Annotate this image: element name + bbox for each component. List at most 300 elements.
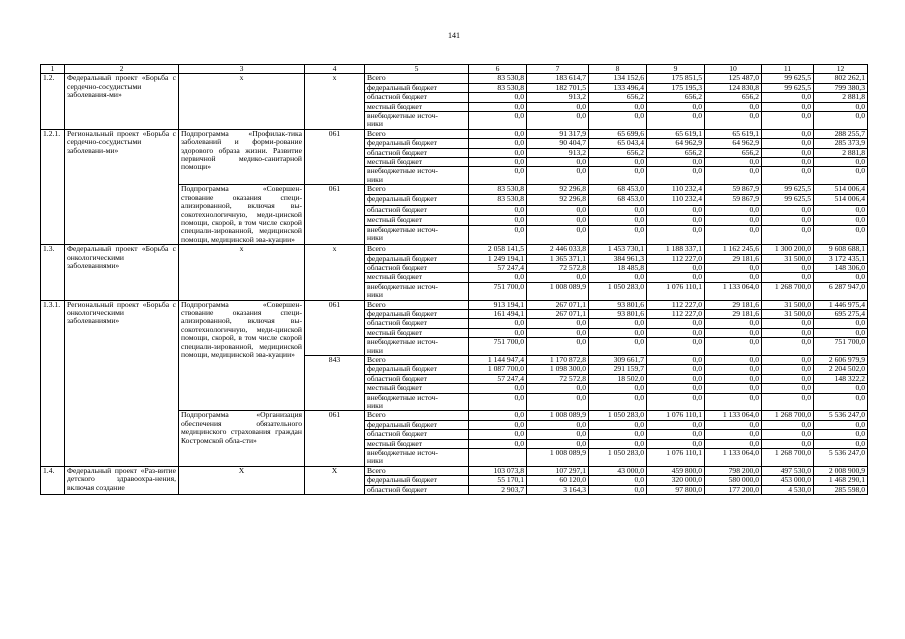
value-cell: 799 380,3 — [814, 83, 868, 92]
value-cell: 656,2 — [647, 148, 705, 157]
value-cell: 0,0 — [527, 273, 589, 282]
funding-source: областной бюджет — [365, 374, 469, 383]
value-cell: 0,0 — [589, 273, 647, 282]
value-cell: 2 204 502,0 — [814, 365, 868, 374]
value-cell: 0,0 — [814, 158, 868, 167]
value-cell: 0,0 — [647, 158, 705, 167]
value-cell: 1 050 283,0 — [589, 282, 647, 300]
subprogram-name: х — [179, 74, 305, 129]
value-cell: 0,0 — [527, 167, 589, 185]
funding-source: федеральный бюджет — [365, 83, 469, 92]
value-cell: 107 297,1 — [527, 466, 589, 475]
value-cell: 9 608 688,1 — [814, 245, 868, 254]
value-cell: 0,0 — [589, 102, 647, 111]
value-cell: 64 962,9 — [647, 139, 705, 148]
value-cell: 110 232,4 — [647, 185, 705, 195]
value-cell: 285 598,0 — [814, 485, 868, 494]
value-cell: 0,0 — [469, 139, 527, 148]
code-cell: 061 — [305, 300, 365, 355]
value-cell: 0,0 — [469, 273, 527, 282]
code-cell: 061 — [305, 129, 365, 184]
value-cell: 0,0 — [469, 129, 527, 138]
funding-source: Всего — [365, 356, 469, 365]
row-number: 1.2. — [41, 74, 65, 129]
value-cell: 0,0 — [589, 225, 647, 244]
value-cell: 99 625,5 — [762, 185, 814, 195]
value-cell: 125 487,0 — [705, 74, 762, 83]
funding-source: Всего — [365, 129, 469, 138]
column-header: 9 — [647, 65, 705, 74]
value-cell: 1 249 194,1 — [469, 254, 527, 263]
column-header: 2 — [65, 65, 179, 74]
value-cell: 0,0 — [469, 205, 527, 215]
value-cell: 0,0 — [647, 365, 705, 374]
value-cell: 0,0 — [762, 93, 814, 102]
value-cell: 0,0 — [762, 319, 814, 328]
funding-source: федеральный бюджет — [365, 139, 469, 148]
value-cell: 29 181,6 — [705, 254, 762, 263]
value-cell: 0,0 — [647, 374, 705, 383]
value-cell: 83 530,8 — [469, 195, 527, 205]
value-cell: 68 453,0 — [589, 185, 647, 195]
funding-source: федеральный бюджет — [365, 365, 469, 374]
code-cell: 061 — [305, 411, 365, 466]
table-row — [41, 245, 868, 254]
value-cell: 72 572,8 — [527, 263, 589, 272]
value-cell: 0,0 — [469, 158, 527, 167]
document-page — [18, 0, 890, 639]
value-cell: 0,0 — [647, 102, 705, 111]
value-cell: 0,0 — [527, 112, 589, 130]
value-cell: 913,2 — [527, 148, 589, 157]
value-cell: 0,0 — [762, 393, 814, 411]
funding-source: федеральный бюджет — [365, 476, 469, 485]
value-cell: 0,0 — [705, 356, 762, 365]
funding-source: внебюджетные источ- ники — [365, 112, 469, 130]
value-cell: 2 606 979,9 — [814, 356, 868, 365]
value-cell: 1 170 872,8 — [527, 356, 589, 365]
value-cell: 0,0 — [814, 167, 868, 185]
value-cell: 0,0 — [647, 439, 705, 448]
value-cell: 0,0 — [589, 384, 647, 393]
value-cell: 0,0 — [762, 139, 814, 148]
value-cell: 65 699,6 — [589, 129, 647, 138]
table-row — [41, 129, 868, 138]
value-cell: 0,0 — [814, 439, 868, 448]
value-cell: 0,0 — [469, 411, 527, 420]
value-cell: 18 485,8 — [589, 263, 647, 272]
value-cell: 0,0 — [814, 420, 868, 429]
value-cell: 0,0 — [647, 225, 705, 244]
value-cell: 1 076 110,1 — [647, 282, 705, 300]
value-cell: 751 700,0 — [469, 338, 527, 356]
value-cell: 0,0 — [762, 148, 814, 157]
value-cell: 802 262,1 — [814, 74, 868, 83]
value-cell: 656,2 — [647, 93, 705, 102]
value-cell: 0,0 — [762, 356, 814, 365]
funding-source: местный бюджет — [365, 273, 469, 282]
value-cell: 0,0 — [527, 384, 589, 393]
value-cell: 0,0 — [705, 374, 762, 383]
funding-source: Всего — [365, 466, 469, 475]
value-cell: 0,0 — [647, 205, 705, 215]
value-cell: 93 801,6 — [589, 300, 647, 309]
value-cell: 0,0 — [469, 439, 527, 448]
column-header: 1 — [41, 65, 65, 74]
value-cell: 0,0 — [705, 102, 762, 111]
value-cell: 798 200,0 — [705, 466, 762, 475]
value-cell: 0,0 — [647, 167, 705, 185]
project-name: Федеральный проект «Раз-витие детского здравоохра-нения, включая создание — [65, 466, 179, 494]
value-cell: 55 170,1 — [469, 476, 527, 485]
value-cell: 68 453,0 — [589, 195, 647, 205]
value-cell: 0,0 — [647, 384, 705, 393]
value-cell: 0,0 — [814, 225, 868, 244]
value-cell: 0,0 — [762, 430, 814, 439]
value-cell: 0,0 — [814, 102, 868, 111]
value-cell: 177 200,0 — [705, 485, 762, 494]
value-cell: 0,0 — [589, 338, 647, 356]
value-cell: 0,0 — [589, 439, 647, 448]
value-cell: 0,0 — [762, 374, 814, 383]
value-cell: 31 500,0 — [762, 254, 814, 263]
value-cell: 0,0 — [647, 356, 705, 365]
value-cell: 0,0 — [814, 393, 868, 411]
column-header: 6 — [469, 65, 527, 74]
value-cell: 112 227,0 — [647, 254, 705, 263]
value-cell: 459 800,0 — [647, 466, 705, 475]
value-cell: 1 008 089,9 — [527, 282, 589, 300]
value-cell: 0,0 — [589, 158, 647, 167]
funding-source: Всего — [365, 411, 469, 420]
value-cell: 1 133 064,0 — [705, 282, 762, 300]
value-cell: 1 050 283,0 — [589, 449, 647, 467]
value-cell: 0,0 — [705, 365, 762, 374]
value-cell: 0,0 — [705, 158, 762, 167]
code-cell: 843 — [305, 356, 365, 411]
row-number: 1.3.1. — [41, 300, 65, 466]
code-cell: Х — [305, 466, 365, 494]
value-cell: 288 255,7 — [814, 129, 868, 138]
column-header: 5 — [365, 65, 469, 74]
value-cell: 5 536 247,0 — [814, 449, 868, 467]
value-cell: 0,0 — [814, 112, 868, 130]
value-cell: 1 453 730,1 — [589, 245, 647, 254]
value-cell: 57 247,4 — [469, 374, 527, 383]
value-cell: 0,0 — [814, 319, 868, 328]
value-cell: 656,2 — [589, 148, 647, 157]
funding-source: Всего — [365, 245, 469, 254]
value-cell: 83 530,8 — [469, 185, 527, 195]
value-cell: 0,0 — [527, 338, 589, 356]
value-cell: 0,0 — [814, 384, 868, 393]
table-row — [41, 300, 868, 309]
value-cell: 1 188 337,1 — [647, 245, 705, 254]
value-cell: 0,0 — [814, 328, 868, 337]
value-cell: 0,0 — [762, 384, 814, 393]
value-cell: 57 247,4 — [469, 263, 527, 272]
value-cell: 0,0 — [469, 167, 527, 185]
row-number: 1.3. — [41, 245, 65, 300]
value-cell: 0,0 — [762, 158, 814, 167]
row-number: 1.4. — [41, 466, 65, 494]
value-cell: 0,0 — [762, 215, 814, 225]
value-cell: 0,0 — [469, 420, 527, 429]
value-cell: 913 194,1 — [469, 300, 527, 309]
value-cell: 0,0 — [705, 319, 762, 328]
value-cell: 1 468 290,1 — [814, 476, 868, 485]
value-cell: 1 144 947,4 — [469, 356, 527, 365]
value-cell: 1 076 110,1 — [647, 449, 705, 467]
value-cell: 182 701,5 — [527, 83, 589, 92]
value-cell: 97 800,0 — [647, 485, 705, 494]
value-cell: 112 227,0 — [647, 309, 705, 318]
budget-table — [40, 64, 868, 495]
value-cell: 0,0 — [705, 167, 762, 185]
value-cell: 148 306,0 — [814, 263, 868, 272]
funding-source: областной бюджет — [365, 319, 469, 328]
value-cell: 0,0 — [647, 263, 705, 272]
value-cell: 1 268 700,0 — [762, 449, 814, 467]
value-cell: 0,0 — [589, 319, 647, 328]
project-name: Федеральный проект «Борьба с сердечно-сосудистыми заболевания-ми» — [65, 74, 179, 129]
value-cell: 0,0 — [762, 365, 814, 374]
funding-source: местный бюджет — [365, 215, 469, 225]
project-name: Региональный проект «Борьба с онкологическими заболеваниями» — [65, 300, 179, 466]
table-row — [41, 466, 868, 475]
subprogram-name: Подпрограмма «Организация обеспечения обязательного медицинского страхования граждан Костромской обла-сти» — [179, 411, 305, 466]
value-cell: 0,0 — [469, 225, 527, 244]
value-cell: 751 700,0 — [814, 338, 868, 356]
value-cell: 0,0 — [762, 273, 814, 282]
funding-source: федеральный бюджет — [365, 420, 469, 429]
value-cell: 0,0 — [589, 112, 647, 130]
value-cell: 65 619,1 — [705, 129, 762, 138]
value-cell: 4 530,0 — [762, 485, 814, 494]
subprogram-name: Подпрограмма «Совершен-ствование оказания специ-ализированной, включая вы-сокотехнологичную, меди-цинской помощи, скорой, в том числе скорой специали-зированной, медицинской помощи, медицинской эва-куации» — [179, 300, 305, 411]
value-cell: 695 275,4 — [814, 309, 868, 318]
value-cell: 72 572,8 — [527, 374, 589, 383]
value-cell: 2 903,7 — [469, 485, 527, 494]
value-cell: 0,0 — [705, 328, 762, 337]
value-cell: 18 502,0 — [589, 374, 647, 383]
project-name: Федеральный проект «Борьба с онкологическими заболеваниями» — [65, 245, 179, 300]
value-cell: 0,0 — [814, 430, 868, 439]
value-cell: 0,0 — [469, 112, 527, 130]
value-cell: 31 500,0 — [762, 300, 814, 309]
table-row — [41, 74, 868, 83]
value-cell: 0,0 — [647, 215, 705, 225]
column-header: 4 — [305, 65, 365, 74]
value-cell: 0,0 — [705, 263, 762, 272]
value-cell: 0,0 — [762, 439, 814, 448]
value-cell: 0,0 — [705, 205, 762, 215]
value-cell: 0,0 — [762, 112, 814, 130]
funding-source: местный бюджет — [365, 328, 469, 337]
value-cell: 0,0 — [762, 420, 814, 429]
value-cell: 0,0 — [527, 215, 589, 225]
value-cell: 0,0 — [469, 102, 527, 111]
value-cell: 1 133 064,0 — [705, 411, 762, 420]
value-cell: 0,0 — [469, 384, 527, 393]
value-cell: 0,0 — [589, 430, 647, 439]
value-cell: 0,0 — [469, 93, 527, 102]
subprogram-name: Подпрограмма «Профилак-тика заболеваний и форми-рование здорового образа жизни. Развитие первичной медико-санитарной помощи» — [179, 129, 305, 184]
value-cell: 0,0 — [762, 167, 814, 185]
funding-source: Всего — [365, 74, 469, 83]
value-cell: 99 625,5 — [762, 74, 814, 83]
code-cell: х — [305, 245, 365, 300]
value-cell: 1 162 245,6 — [705, 245, 762, 254]
value-cell: 65 619,1 — [647, 129, 705, 138]
funding-source: внебюджетные источ- ники — [365, 338, 469, 356]
value-cell: 0,0 — [589, 393, 647, 411]
value-cell: 514 006,4 — [814, 185, 868, 195]
value-cell: 0,0 — [647, 420, 705, 429]
value-cell: 0,0 — [814, 215, 868, 225]
value-cell: 1 268 700,0 — [762, 411, 814, 420]
value-cell: 29 181,6 — [705, 300, 762, 309]
value-cell: 2 881,8 — [814, 93, 868, 102]
value-cell: 0,0 — [647, 112, 705, 130]
project-name: Региональный проект «Борьба с сердечно-сосудистыми заболевани-ми» — [65, 129, 179, 244]
funding-source: федеральный бюджет — [365, 254, 469, 263]
value-cell: 309 661,7 — [589, 356, 647, 365]
value-cell: 0,0 — [762, 328, 814, 337]
value-cell: 267 071,1 — [527, 309, 589, 318]
column-header: 7 — [527, 65, 589, 74]
value-cell: 0,0 — [469, 328, 527, 337]
value-cell: 0,0 — [527, 328, 589, 337]
value-cell: 0,0 — [762, 338, 814, 356]
value-cell: 93 801,6 — [589, 309, 647, 318]
value-cell: 0,0 — [469, 430, 527, 439]
value-cell: 0,0 — [527, 430, 589, 439]
value-cell: 453 000,0 — [762, 476, 814, 485]
value-cell: 0,0 — [705, 273, 762, 282]
value-cell: 0,0 — [469, 319, 527, 328]
page-number: 141 — [448, 31, 460, 40]
value-cell: 0,0 — [705, 225, 762, 244]
value-cell: 2 881,8 — [814, 148, 868, 157]
value-cell: 0,0 — [527, 439, 589, 448]
value-cell: 0,0 — [762, 129, 814, 138]
value-cell: 580 000,0 — [705, 476, 762, 485]
value-cell: 0,0 — [705, 420, 762, 429]
value-cell: 1 446 975,4 — [814, 300, 868, 309]
value-cell: 99 625,5 — [762, 195, 814, 205]
funding-source: Всего — [365, 300, 469, 309]
value-cell: 0,0 — [647, 319, 705, 328]
value-cell: 0,0 — [527, 102, 589, 111]
value-cell: 2 446 033,8 — [527, 245, 589, 254]
code-cell: х — [305, 74, 365, 129]
value-cell: 65 043,4 — [589, 139, 647, 148]
funding-source: областной бюджет — [365, 430, 469, 439]
funding-source: Всего — [365, 185, 469, 195]
value-cell: 2 008 900,9 — [814, 466, 868, 475]
value-cell: 0,0 — [469, 215, 527, 225]
funding-source: внебюджетные источ- ники — [365, 225, 469, 244]
value-cell: 656,2 — [589, 93, 647, 102]
row-number: 1.2.1. — [41, 129, 65, 244]
value-cell: 91 317,9 — [527, 129, 589, 138]
value-cell: 0,0 — [762, 205, 814, 215]
value-cell: 133 496,4 — [589, 83, 647, 92]
funding-source: областной бюджет — [365, 205, 469, 215]
value-cell: 60 120,0 — [527, 476, 589, 485]
value-cell: 751 700,0 — [469, 282, 527, 300]
value-cell: 0,0 — [589, 328, 647, 337]
funding-source: местный бюджет — [365, 384, 469, 393]
value-cell: 134 152,6 — [589, 74, 647, 83]
funding-source: областной бюджет — [365, 485, 469, 494]
value-cell: 514 006,4 — [814, 195, 868, 205]
value-cell: 0,0 — [589, 476, 647, 485]
funding-source: областной бюджет — [365, 263, 469, 272]
code-cell: 061 — [305, 185, 365, 245]
value-cell: 0,0 — [527, 420, 589, 429]
value-cell: 3 172 435,1 — [814, 254, 868, 263]
value-cell: 1 050 283,0 — [589, 411, 647, 420]
value-cell: 0,0 — [705, 439, 762, 448]
value-cell: 64 962,9 — [705, 139, 762, 148]
value-cell: 0,0 — [762, 263, 814, 272]
value-cell: 175 195,3 — [647, 83, 705, 92]
funding-source: внебюджетные источ- ники — [365, 282, 469, 300]
value-cell: 0,0 — [469, 148, 527, 157]
value-cell: 384 961,3 — [589, 254, 647, 263]
value-cell: 148 322,2 — [814, 374, 868, 383]
funding-source: внебюджетные источ- ники — [365, 167, 469, 185]
column-header: 12 — [814, 65, 868, 74]
value-cell: 3 164,3 — [527, 485, 589, 494]
value-cell: 183 614,7 — [527, 74, 589, 83]
value-cell: 99 625,5 — [762, 83, 814, 92]
value-cell: 0,0 — [589, 205, 647, 215]
value-cell: 110 232,4 — [647, 195, 705, 205]
value-cell: 0,0 — [762, 225, 814, 244]
value-cell: 2 058 141,5 — [469, 245, 527, 254]
value-cell: 6 287 947,0 — [814, 282, 868, 300]
value-cell: 0,0 — [589, 215, 647, 225]
funding-source: федеральный бюджет — [365, 309, 469, 318]
value-cell: 1 008 089,9 — [527, 411, 589, 420]
value-cell: 285 373,9 — [814, 139, 868, 148]
value-cell: 90 404,7 — [527, 139, 589, 148]
value-cell: 0,0 — [705, 215, 762, 225]
value-cell: 59 867,9 — [705, 195, 762, 205]
funding-source: федеральный бюджет — [365, 195, 469, 205]
value-cell: 0,0 — [589, 167, 647, 185]
funding-source: внебюджетные источ- ники — [365, 393, 469, 411]
value-cell: 0,0 — [527, 319, 589, 328]
column-header: 8 — [589, 65, 647, 74]
value-cell: 83 530,8 — [469, 74, 527, 83]
funding-source: областной бюджет — [365, 93, 469, 102]
value-cell: 291 159,7 — [589, 365, 647, 374]
value-cell: 83 530,8 — [469, 83, 527, 92]
header-row — [41, 65, 868, 74]
value-cell: 29 181,6 — [705, 309, 762, 318]
value-cell: 43 000,0 — [589, 466, 647, 475]
value-cell: 92 296,8 — [527, 195, 589, 205]
funding-source: местный бюджет — [365, 158, 469, 167]
value-cell: 103 073,8 — [469, 466, 527, 475]
subprogram-name: Х — [179, 466, 305, 494]
value-cell: 0,0 — [527, 393, 589, 411]
value-cell: 0,0 — [705, 384, 762, 393]
